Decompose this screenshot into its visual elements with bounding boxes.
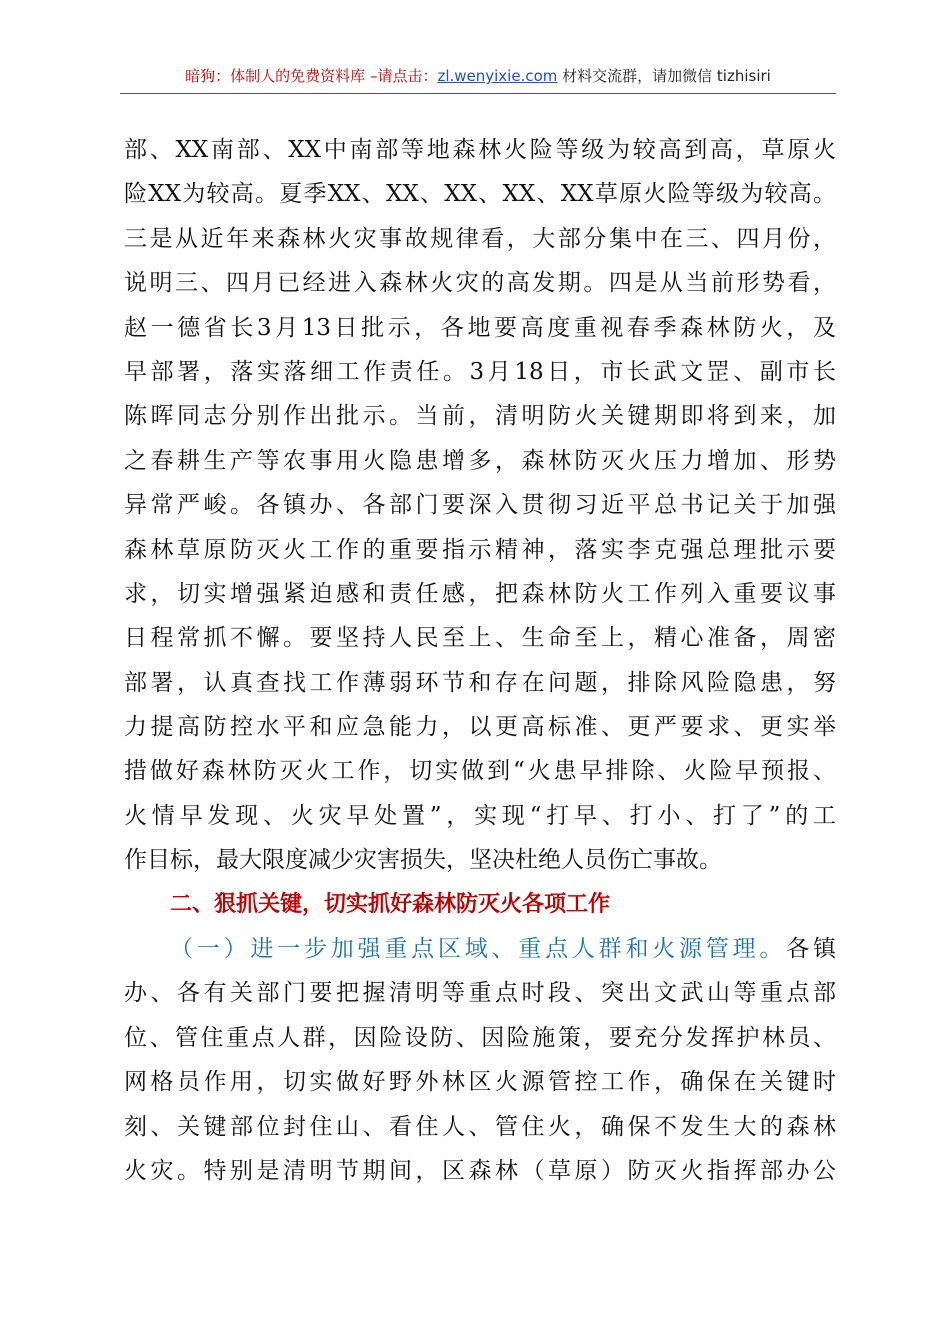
header-link[interactable]: zl.wenyixie.com: [437, 67, 558, 85]
subsection-tail: 各镇: [786, 936, 837, 963]
header-brand: 暗狗：体制人的免费资料库: [185, 67, 366, 85]
subsection-line: [124, 927, 836, 971]
body-line: 火灾。特别是清明节期间，区森林（草原）防灭火指挥部办公: [124, 1157, 836, 1184]
body-line: 说明三、四月已经进入森林火灾的高发期。四是从当前形势看，: [124, 270, 836, 297]
page-header: [120, 64, 836, 88]
header-wechat-note: 材料交流群，请加微信 tizhisiri: [557, 67, 771, 85]
document-body: [124, 128, 836, 1193]
body-line: 三是从近年来森林火灾事故规律看，大部分集中在三、四月份，: [124, 225, 836, 252]
header-click-prompt: –请点击：: [365, 67, 438, 85]
body-line: 力提高防控水平和应急能力，以更高标准、更严要求、更实举: [124, 714, 836, 741]
body-line: 陈晖同志分别作出批示。当前，清明防火关键期即将到来，加: [124, 403, 836, 430]
header-divider: [120, 93, 836, 94]
body-line: 日程常抓不懈。要坚持人民至上、生命至上，精心准备，周密: [124, 625, 836, 652]
body-line: 部署，认真查找工作薄弱环节和存在问题，排除风险隐患，努: [124, 669, 836, 696]
body-line: 险XX为较高。夏季XX、XX、XX、XX、XX草原火险等级为较高。: [124, 181, 836, 208]
body-line: 森林草原防灭火工作的重要指示精神，落实李克强总理批示要: [124, 536, 836, 563]
body-line: 异常严峻。各镇办、各部门要深入贯彻习近平总书记关于加强: [124, 492, 836, 519]
body-line: 部、XX南部、XX中南部等地森林火险等级为较高到高，草原火: [124, 137, 836, 163]
body-line: 网格员作用，切实做好野外林区火源管控工作，确保在关键时: [124, 1069, 836, 1096]
body-line: 位、管住重点人群，因险设防、因险施策，要充分发挥护林员、: [124, 1024, 836, 1051]
body-line: 早部署，落实落细工作责任。3月18日，市长武文罡、副市长: [124, 358, 836, 385]
body-line: 刻、关键部位封住山、看住人、管住火，确保不发生大的森林: [124, 1113, 836, 1140]
body-line: 赵一德省长3月13日批示，各地要高度重视春季森林防火，及: [124, 314, 836, 341]
body-line: 作目标，最大限度减少灾害损失，坚决杜绝人员伤亡事故。: [124, 847, 722, 874]
section-heading: 二、狠抓关键，切实抓好森林防灭火各项工作: [170, 891, 611, 917]
body-line: 措做好森林防灭火工作，切实做到“火患早排除、火险早预报、: [124, 758, 836, 785]
body-line: 办、各有关部门要把握清明等重点时段、突出文武山等重点部: [124, 980, 836, 1007]
body-line: 火情早发现、火灾早处置”，实现“打早、打小、打了”的工: [124, 802, 836, 829]
body-line: 求，切实增强紧迫感和责任感，把森林防火工作列入重要议事: [124, 580, 836, 607]
body-line: 之春耕生产等农事用火隐患增多，森林防灭火压力增加、形势: [124, 447, 836, 474]
subsection-heading: （一）进一步加强重点区域、重点人群和火源管理。: [170, 936, 787, 963]
